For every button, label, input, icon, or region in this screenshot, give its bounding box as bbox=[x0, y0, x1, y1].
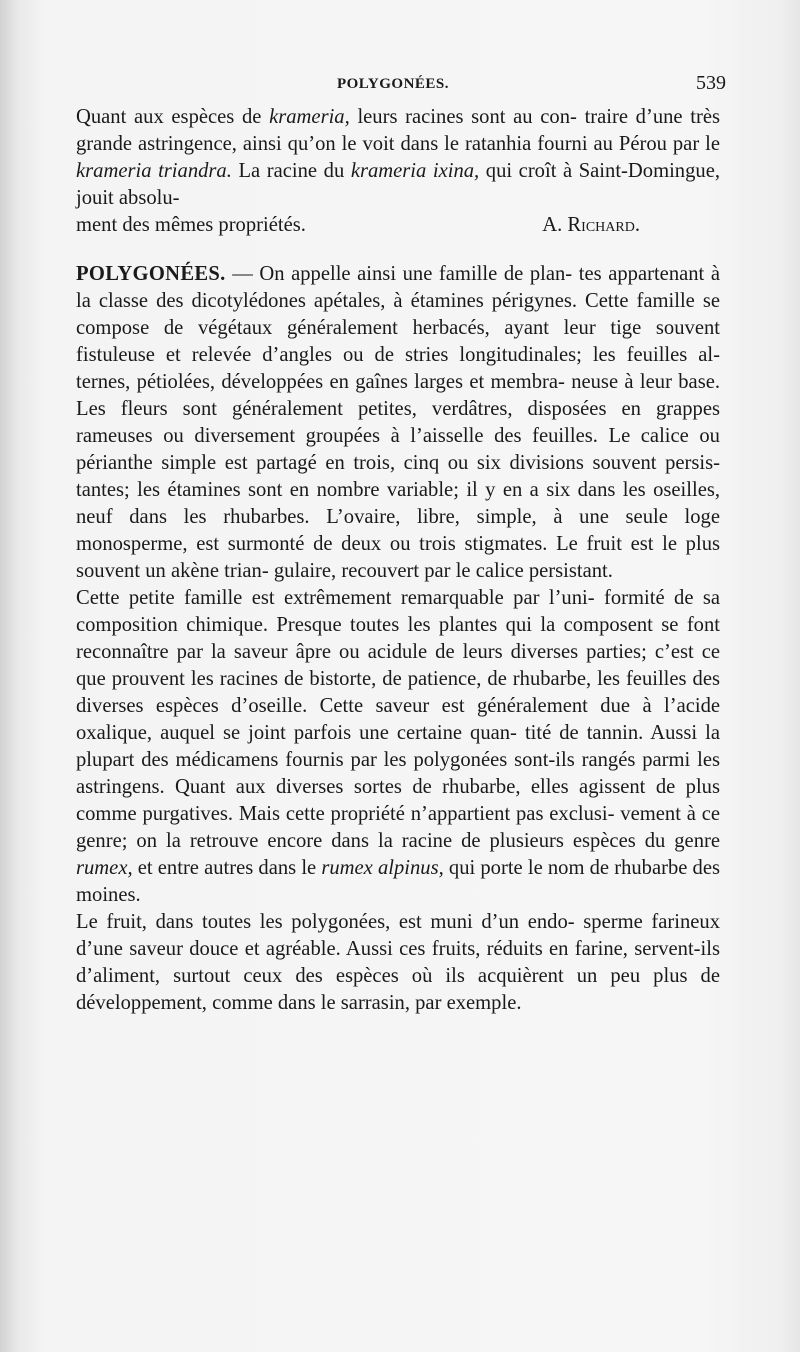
article-separator bbox=[76, 239, 720, 261]
text-run: groupées à l’aisselle des feuilles. Le calice ou périanthe simple bbox=[76, 425, 720, 474]
running-title: POLYGONÉES. bbox=[336, 76, 450, 92]
italic-term: krameria triandra. bbox=[76, 160, 232, 182]
text-run: polygonées sont-ils rangés parmi les astringens. Quant aux bbox=[76, 749, 721, 798]
text-run: généralement herbacés, ayant leur tige souvent fistuleuse et bbox=[76, 317, 720, 366]
text-run: tité de tannin. Aussi la plupart des médicamens fournis par les bbox=[76, 722, 720, 771]
article-krameria-ending bbox=[76, 104, 720, 212]
article-polygonees-p3 bbox=[76, 909, 720, 1017]
text-run: diverses sortes de rhubarbe, elles agissent de plus comme bbox=[76, 776, 720, 825]
page-number: 539 bbox=[696, 72, 726, 94]
text-run: Cette petite famille est extrêmement remarquable par l’uni- bbox=[76, 587, 595, 609]
text-run: acidule de leurs diverses parties; c’est ce que prouvent les bbox=[76, 641, 720, 690]
signature-line bbox=[76, 212, 720, 239]
text-run: traire d’une très grande astringence, ainsi qu’on le voit dans bbox=[76, 106, 720, 155]
body-text bbox=[76, 104, 720, 1017]
text-run: tes appartenant à la classe des dicotylédones apétales, bbox=[76, 263, 720, 312]
text-run: formité de sa composition chimique. Presque toutes les plantes bbox=[76, 587, 721, 636]
text-run: du bbox=[323, 160, 351, 182]
text-run: purgatives. Mais cette propriété n’appartient pas exclusi- bbox=[142, 803, 615, 825]
text-run: diverses espèces d’oseille. Cette saveur est généralement due bbox=[76, 695, 631, 717]
text-run: ternes, pétiolées, développées en gaînes larges et membra- bbox=[76, 371, 565, 393]
text-run: Quant aux espèces de bbox=[76, 106, 270, 128]
text-run: plusieurs espèces du genre bbox=[489, 830, 720, 852]
italic-term: rumex alpinus, bbox=[321, 857, 444, 879]
text-run: racines de bistorte, de patience, de rhubarbe, les feuilles des bbox=[219, 668, 720, 690]
entry-headword: POLYGONÉES. bbox=[76, 263, 226, 285]
text-run: qui la composent se font reconnaître par la saveur âpre ou bbox=[76, 614, 720, 663]
text-run: à étamines périgynes. Cette famille se compose de végétaux bbox=[76, 290, 720, 339]
text-run: — On appelle ainsi une famille de plan- bbox=[225, 263, 573, 285]
text-run: ment des mêmes propriétés. bbox=[76, 214, 306, 236]
text-run: relevée d’angles ou de stries longitudinales; les feuilles al- bbox=[191, 344, 721, 366]
text-run: ou trois stigmates. Le fruit est le plus souvent un akène trian- bbox=[76, 533, 721, 582]
author-signature: A. Richard. bbox=[542, 214, 640, 236]
text-run: dans les oseilles, neuf dans les rhubarbes. L’ovaire, libre, bbox=[76, 479, 720, 528]
text-run: des espèces où ils acquièrent un peu plus de développement, bbox=[76, 965, 720, 1014]
article-polygonees-p2 bbox=[76, 585, 720, 909]
text-run: qui porte le nom de rhubarbe des moines. bbox=[76, 857, 721, 906]
text-run: vement à ce genre; on la retrouve encore dans la racine de bbox=[76, 803, 720, 852]
article-polygonees-p1 bbox=[76, 261, 720, 585]
text-run: tantes; les étamines sont en nombre variable; il y en a six bbox=[76, 479, 571, 501]
text-run: qui croît à Saint-Domingue, jouit absolu- bbox=[76, 160, 720, 209]
italic-term: rumex, bbox=[76, 857, 133, 879]
text-run: leurs racines sont au con- bbox=[349, 106, 577, 128]
text-run: à l’acide oxalique, auquel se joint parfois une certaine quan- bbox=[76, 695, 721, 744]
text-run: et entre autres dans le bbox=[132, 857, 317, 879]
text-run: Le fruit, dans toutes les polygonées, est muni d’un endo- bbox=[76, 911, 575, 933]
text-run: gulaire, recouvert par le calice persistant. bbox=[273, 560, 613, 582]
text-run: verdâtres, disposées en grappes rameuses ou diversement bbox=[76, 398, 720, 447]
text-run: le ratanhia fourni au Pérou par le bbox=[444, 133, 720, 155]
text-run: simple, à une seule loge monosperme, est surmonté de deux bbox=[76, 506, 720, 555]
text-run: La racine bbox=[231, 160, 318, 182]
line bbox=[76, 106, 585, 128]
text-run: neuse à leur base. Les fleurs sont généralement petites, bbox=[76, 371, 721, 420]
italic-term: krameria, bbox=[269, 106, 350, 128]
italic-term: krameria ixina, bbox=[350, 160, 480, 182]
text-run: comme dans le sarrasin, par exemple. bbox=[212, 992, 522, 1014]
text-run: sperme farineux d’une saveur douce et agréable. Aussi ces bbox=[76, 911, 720, 960]
page-header bbox=[60, 72, 726, 100]
text-run: est partagé en trois, cinq ou six divisions souvent persis- bbox=[224, 452, 720, 474]
text-run: fruits, réduits en farine, servent-ils d’aliment, surtout ceux bbox=[76, 938, 720, 987]
